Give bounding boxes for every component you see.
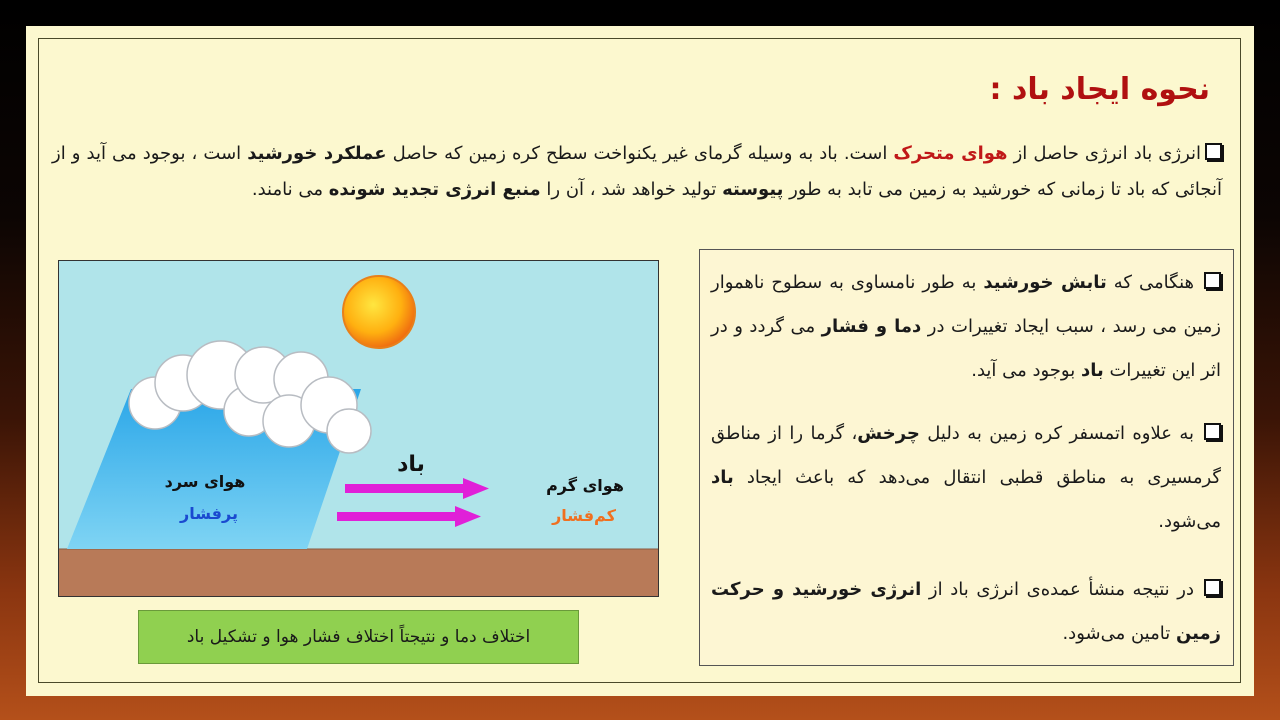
checkbox-bullet-icon	[1205, 143, 1222, 160]
slide	[26, 26, 1254, 696]
checkbox-bullet-icon	[1204, 272, 1221, 289]
checkbox-bullet-icon	[1204, 579, 1221, 596]
intro-emphasis-continuous: پیوسته	[722, 179, 784, 200]
warm-air-label: هوای گرم	[546, 476, 624, 495]
intro-emphasis-moving-air: هوای متحرک	[893, 143, 1008, 164]
intro-text-4: تولید خواهد شد ، آن را	[540, 179, 723, 200]
cold-air-label: هوای سرد	[164, 472, 246, 491]
intro-text-1: انرژی باد انرژی حاصل از	[1007, 143, 1202, 164]
page-title: نحوه ایجاد باد :	[989, 72, 1210, 107]
high-pressure-label: پرفشار	[180, 504, 238, 523]
intro-text-5: می نامند.	[251, 179, 329, 200]
wind-formation-diagram	[58, 260, 659, 597]
intro-emphasis-sun-function: عملکرد خورشید	[247, 143, 387, 164]
bullet-item-conclusion: در نتیجه منشأ عمده‌ی انرژی باد از انرژی خورشید و حرکت زمین تامین می‌شود.	[711, 579, 1221, 644]
sun-icon	[343, 276, 415, 348]
intro-text-3: است ، بوجود می آید و از آنجائی که باد تا زمانی که خورشید به زمین می تابد به طور	[52, 143, 1222, 200]
checkbox-bullet-icon	[1204, 423, 1221, 440]
intro-paragraph	[52, 136, 1222, 208]
bullet-item-sun-radiation: هنگامی که تابش خورشید به طور نامساوی به سطوح ناهموار زمین می رسد ، سبب ایجاد تغییرات در دما و فشار می گردد و در اثر این تغییرات باد بوجود می آید.	[711, 272, 1221, 381]
explanation-box	[699, 249, 1234, 666]
wind-label: باد	[397, 452, 425, 477]
ground	[59, 549, 658, 596]
bullet-item-earth-rotation: به علاوه اتمسفر کره زمین به دلیل چرخش، گرما را از مناطق گرمسیری به مناطق قطبی انتقال می‌دهد که باعث ایجاد باد می‌شود.	[711, 423, 1221, 532]
intro-emphasis-renewable-source: منبع انرژی تجدید شونده	[328, 179, 541, 200]
intro-text-2: است. باد به وسیله گرمای غیر یکنواخت سطح کره زمین که حاصل	[386, 143, 894, 164]
low-pressure-label: کم‌فشار	[552, 506, 616, 525]
diagram-caption: اختلاف دما و نتیجتاً اختلاف فشار هوا و تشکیل باد	[138, 610, 579, 664]
